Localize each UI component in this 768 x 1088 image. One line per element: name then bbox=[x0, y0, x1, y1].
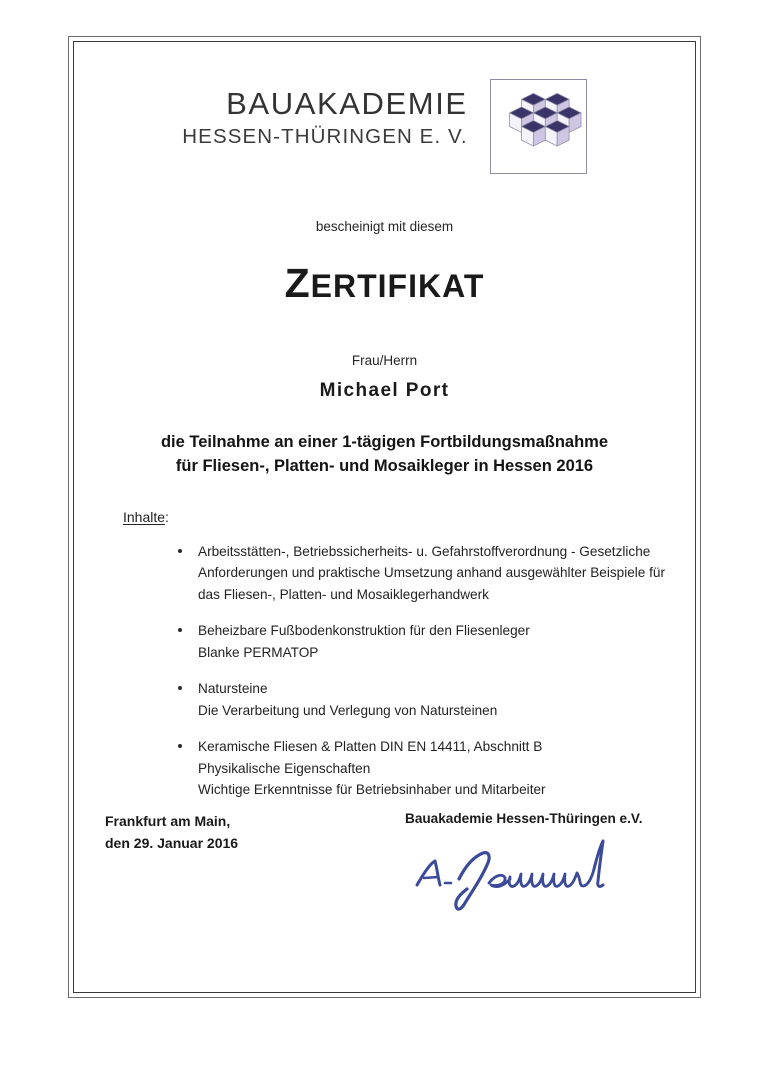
salutation-text: Frau/Herrn bbox=[351, 353, 418, 368]
list-item bbox=[176, 736, 676, 800]
signature-handwritten bbox=[411, 833, 661, 913]
intro-text: bescheinigt mit diesem bbox=[315, 219, 454, 234]
list-item-line: Blanke PERMATOP bbox=[198, 644, 319, 660]
purpose-line-2: für Fliesen-, Platten- und Mosaikleger in Hessen 2016 bbox=[175, 456, 594, 475]
issue-place: Frankfurt am Main, bbox=[105, 813, 231, 829]
certificate-header bbox=[73, 79, 696, 174]
list-item-line: das Fliesen-, Platten- und Mosaiklegerhandwerk bbox=[198, 586, 489, 602]
contents-list bbox=[176, 541, 676, 816]
bauakademie-cube-logo-icon bbox=[490, 79, 587, 174]
contents-label bbox=[123, 509, 169, 525]
issue-place-date bbox=[105, 811, 238, 854]
contents-label-word: Inhalte bbox=[123, 509, 166, 525]
list-item-line: Keramische Fliesen & Platten DIN EN 14411, Abschnitt B bbox=[198, 739, 543, 755]
purpose-line-1: die Teilnahme an einer 1-tägigen Fortbildungsmaßnahme bbox=[160, 433, 609, 451]
list-item-line: Anforderungen und praktische Umsetzung anhand ausgewählter Beispiele für bbox=[198, 565, 666, 581]
organization-name-line2: HESSEN-THÜRINGEN E. V. bbox=[182, 125, 468, 149]
list-item-line: Natursteine bbox=[198, 681, 268, 697]
page-title bbox=[73, 260, 696, 306]
purpose-text bbox=[73, 431, 696, 479]
list-item-line: Die Verarbeitung und Verlegung von Natursteinen bbox=[198, 702, 498, 718]
list-item-line: Beheizbare Fußbodenkonstruktion für den Fliesenleger bbox=[198, 623, 530, 639]
list-item bbox=[176, 620, 676, 663]
issuer-name: Bauakademie Hessen-Thüringen e.V. bbox=[405, 811, 643, 826]
contents-label-colon: : bbox=[165, 509, 169, 525]
list-item bbox=[176, 541, 676, 605]
issue-date: den 29. Januar 2016 bbox=[105, 834, 239, 851]
recipient-name: Michael Port bbox=[319, 380, 450, 401]
certificate-content bbox=[73, 41, 696, 993]
organization-wordmark bbox=[182, 79, 489, 150]
list-item-line: Wichtige Erkenntnisse für Betriebsinhaber und Mitarbeiter bbox=[198, 782, 546, 798]
organization-name-line1: BAUAKADEMIE bbox=[226, 86, 468, 121]
list-item-line: Physikalische Eigenschaften bbox=[198, 760, 371, 776]
title-initial: Z bbox=[284, 260, 311, 306]
list-item-line: Arbeitsstätten-, Betriebssicherheits- u. Gefahrstoffverordnung - Gesetzliche bbox=[198, 544, 651, 559]
title-remainder: ERTIFIKAT bbox=[310, 268, 485, 304]
list-item bbox=[176, 678, 676, 721]
